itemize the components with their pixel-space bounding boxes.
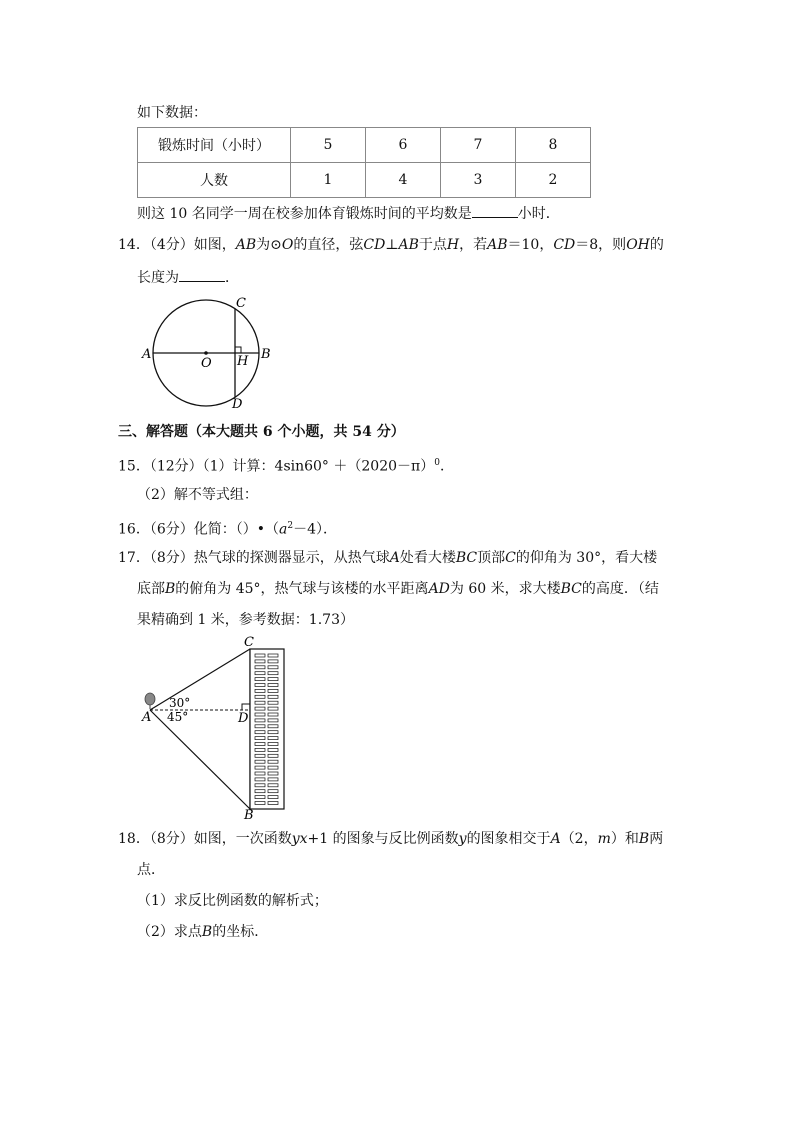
q15-line1 <box>118 453 454 477</box>
table-row <box>138 163 591 198</box>
data-table <box>137 127 591 198</box>
q18-text: （2， <box>560 831 598 847</box>
q14-text: 于点 <box>418 237 447 253</box>
q14-var: AB <box>398 237 419 253</box>
q14-var: CD <box>553 237 576 253</box>
table-cell: 1 <box>291 163 366 198</box>
q14-text: ⊥ <box>385 237 399 253</box>
q13-intro: 如下数据： <box>137 105 207 121</box>
q17-var: C <box>505 550 516 566</box>
q14-text: 长度为 <box>137 270 179 286</box>
q17-var: B <box>165 581 176 597</box>
circle-figure <box>138 293 278 413</box>
label-d: D <box>238 711 249 726</box>
table-cell: 2 <box>516 163 591 198</box>
q14-text: ． <box>225 270 239 286</box>
label-a: A <box>142 710 152 725</box>
q17-line3: 果精确到 1 米，参考数据：1.73） <box>137 612 354 628</box>
q16-text: 16．（6分）化简：（）•（ <box>118 521 279 538</box>
q14-text: ，若 <box>459 237 488 253</box>
q17-text: 17．（8分）热气球的探测器显示，从热气球 <box>118 550 390 566</box>
table-cell: 4 <box>366 163 441 198</box>
q14-text: ＝10， <box>507 237 554 253</box>
balloon-icon <box>145 693 155 705</box>
angle-30-label: 30° <box>169 696 191 710</box>
label-a: A <box>142 347 152 362</box>
label-o: O <box>201 356 212 371</box>
q13-conclusion-end: 小时． <box>517 206 560 222</box>
q13-conclusion <box>137 203 560 224</box>
q18-line3: （1）求反比例函数的解析式； <box>137 893 328 909</box>
answer-blank <box>179 267 225 282</box>
q17-text: 处看大楼 <box>399 550 456 566</box>
q17-text: 顶部 <box>477 550 506 566</box>
q18-line1 <box>118 829 663 849</box>
q18-var: yx <box>291 831 308 847</box>
q14-line2 <box>137 267 239 288</box>
q16-text: －4）． <box>293 521 337 538</box>
label-b: B <box>244 808 254 821</box>
label-d: D <box>232 397 243 412</box>
q17-var: AD <box>428 581 450 597</box>
q13-conclusion-text: 则这 10 名同学一周在校参加体育锻炼时间的平均数是 <box>137 206 472 222</box>
center-dot <box>204 351 208 355</box>
q14-var: H <box>446 237 460 253</box>
q17-text: 的仰角为 30°，看大楼 <box>515 550 658 566</box>
q14-line1 <box>118 235 664 255</box>
q14-text: ＝8，则 <box>575 237 627 253</box>
q17-text: 为 60 米，求大楼 <box>449 581 561 597</box>
q17-var: BC <box>455 550 478 566</box>
section-title: 三、解答题（本大题共 6 个小题，共 54 分） <box>118 424 405 440</box>
q17-line1 <box>118 548 657 568</box>
q18-var: m <box>597 831 611 847</box>
q14-var: CD <box>363 237 386 253</box>
q18-text: 的图象相交于 <box>466 831 551 847</box>
q14-var: O <box>281 237 294 253</box>
q17-var: A <box>389 550 400 566</box>
table-row <box>138 128 591 163</box>
answer-blank <box>472 203 518 218</box>
q18-text: 两 <box>649 831 664 847</box>
q14-text: 14．（4分）如图， <box>118 237 236 253</box>
q17-text: 的俯角为 45°，热气球与该楼的水平距离 <box>175 581 429 597</box>
q15-text: ． <box>439 458 454 475</box>
table-header-cell: 锻炼时间（小时） <box>138 128 291 163</box>
q17-text: 底部 <box>137 581 165 597</box>
q17-var: BC <box>560 581 582 597</box>
q18-text: （2）求点 <box>137 924 202 940</box>
q14-text: 为⊙ <box>256 237 282 253</box>
q15-exponent: 0 <box>434 458 440 468</box>
table-cell: 8 <box>516 128 591 163</box>
q16-exponent: 2 <box>287 521 294 531</box>
q18-text: 的坐标． <box>212 924 269 940</box>
table-cell: 6 <box>366 128 441 163</box>
q14-text: 的 <box>649 237 664 253</box>
q14-text: 的直径，弦 <box>293 237 364 253</box>
table-cell: 3 <box>441 163 516 198</box>
q16-line <box>118 516 337 540</box>
q14-var: OH <box>626 237 650 253</box>
table-cell: 5 <box>291 128 366 163</box>
q17-line2 <box>137 579 659 599</box>
label-h: H <box>237 354 249 369</box>
q18-text: +1 的图象与反比例函数 <box>307 831 459 847</box>
angle-45-label: 45° <box>167 710 189 724</box>
q15-text: 15．（12分）（1）计算：4sin60° ＋（2020－π） <box>118 458 435 475</box>
q17-text: 的高度．（结 <box>581 581 659 597</box>
q18-line2: 点． <box>137 862 165 878</box>
building-figure <box>138 633 290 821</box>
table-header-cell: 人数 <box>138 163 291 198</box>
label-b: B <box>261 347 271 362</box>
q18-var: B <box>201 924 213 940</box>
q14-var: AB <box>487 237 508 253</box>
right-angle-mark <box>242 704 250 710</box>
q18-text: ）和 <box>610 831 639 847</box>
q15-line2: （2）解不等式组： <box>137 487 258 503</box>
q18-text: 18．（8分）如图，一次函数 <box>118 831 292 847</box>
table-cell: 7 <box>441 128 516 163</box>
label-c: C <box>236 296 246 311</box>
q18-var: y <box>458 831 467 847</box>
right-angle-mark <box>235 347 241 353</box>
q18-var: B <box>638 831 650 847</box>
q16-var: a <box>278 521 288 538</box>
q18-var: A <box>550 831 561 847</box>
q18-line4 <box>137 922 268 942</box>
line-ac <box>150 649 250 710</box>
q14-var: AB <box>235 237 257 253</box>
label-c: C <box>244 635 254 650</box>
line-ab <box>150 710 250 809</box>
